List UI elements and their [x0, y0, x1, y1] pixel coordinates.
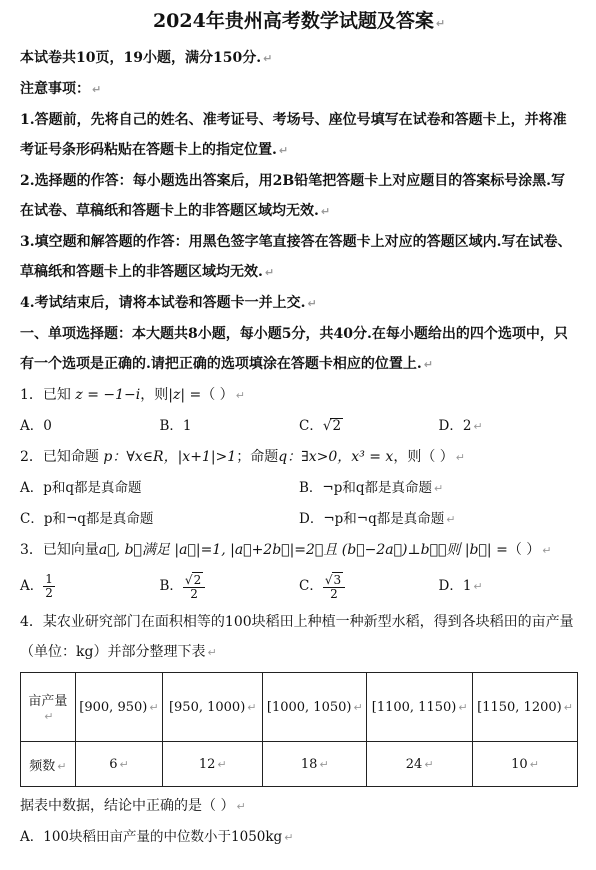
option-b-label: B． — [159, 578, 183, 594]
table-cell — [367, 673, 473, 742]
table-cell — [75, 673, 162, 742]
table-cell — [473, 742, 578, 787]
paragraph-mark: ↵ — [247, 700, 257, 714]
paragraph-mark: ↵ — [236, 800, 246, 813]
q2-prefix: 2．已知命题 — [20, 449, 99, 465]
q3-paren: （ ） — [507, 542, 541, 558]
cell-text: 24 — [405, 756, 423, 772]
option-a-text: A．100块稻田亩产量的中位数小于1050kg — [20, 829, 283, 845]
q4-after-table — [20, 791, 578, 822]
q4-after-text: 据表中数据，结论中正确的是（ ） — [20, 798, 235, 814]
intro-line — [20, 43, 578, 74]
denominator: 2 — [330, 587, 338, 601]
q1-options — [20, 411, 578, 442]
paragraph-mark: ↵ — [217, 757, 227, 771]
q2-options-row2 — [20, 504, 578, 535]
option-a-text: A．0 — [20, 418, 52, 434]
paragraph-mark: ↵ — [455, 451, 465, 464]
option-d-text: D．¬p和¬q都是真命题 — [299, 511, 445, 527]
option-b — [299, 473, 578, 504]
cell-text: 10 — [511, 756, 528, 772]
cell-text: [1000, 1050) — [266, 699, 352, 715]
option-a-label: A． — [20, 578, 44, 594]
cell-text: 频数 — [29, 758, 56, 774]
paragraph-mark: ↵ — [320, 205, 331, 218]
option-a-text: A．p和q都是真命题 — [20, 480, 142, 496]
notice-item — [20, 288, 578, 319]
paragraph-mark: ↵ — [263, 52, 273, 65]
paragraph-mark: ↵ — [446, 513, 456, 526]
paragraph-mark: ↵ — [529, 757, 539, 771]
table-cell — [263, 673, 367, 742]
table-row — [21, 673, 578, 742]
section-text: 一、单项选择题：本大题共8小题，每小题5分，共40分.在每小题给出的四个选项中，只有一个选项是正确的.请把正确的选项填涂在答题卡相应的位置上. — [20, 326, 568, 372]
intro-text: 本试卷共10页，19小题，满分150分. — [20, 50, 262, 66]
option-c-label: C． — [299, 578, 323, 594]
table-cell — [21, 742, 76, 787]
paragraph-mark: ↵ — [353, 700, 363, 714]
q2-suffix: ，则（ ） — [393, 449, 454, 465]
numerator: √2 — [183, 572, 205, 588]
notice-text: 4.考试结束后，请将本试卷和答题卡一并上交. — [20, 295, 306, 311]
paragraph-mark: ↵ — [434, 482, 444, 495]
paragraph-mark: ↵ — [119, 757, 129, 771]
option-b — [160, 566, 300, 607]
denominator: 2 — [190, 587, 198, 601]
notice-text: 1.答题前，先将自己的姓名、准考证号、考场号、座位号填写在试卷和答题卡上，并将准考证号条形码粘贴在答题卡上的指定位置. — [20, 112, 567, 158]
q3-options — [20, 566, 578, 607]
option-a — [20, 411, 160, 442]
q4-option-a — [20, 822, 578, 853]
cell-text: [1150, 1200) — [477, 699, 562, 715]
notice-text: 3.填空题和解答题的作答：用黑色签字笔直接答在答题卡上对应的答题区域内.写在试卷、草稿纸和答题卡上的非答题区域均无效. — [20, 234, 572, 280]
cell-text: 12 — [198, 756, 216, 772]
option-b — [160, 411, 300, 442]
radicand: 3 — [333, 573, 342, 587]
q2-options-row1 — [20, 473, 578, 504]
table-cell — [263, 742, 367, 787]
paragraph-mark: ↵ — [435, 17, 446, 30]
table-row — [21, 742, 578, 787]
table-cell — [367, 742, 473, 787]
cell-text: [950, 1000) — [168, 699, 246, 715]
q1-mid: ，则 — [140, 387, 169, 403]
numerator: √3 — [323, 572, 345, 588]
numerator: 1 — [45, 572, 53, 586]
option-c-text: C．p和¬q都是真命题 — [20, 511, 154, 527]
notice-heading-text: 注意事项： — [20, 81, 90, 97]
paragraph-mark: ↵ — [284, 831, 294, 844]
option-d-text: D．2 — [438, 418, 472, 434]
paragraph-mark: ↵ — [278, 144, 289, 157]
table-cell — [21, 673, 76, 742]
paragraph-mark: ↵ — [235, 389, 245, 402]
option-c-value: 2 — [332, 418, 342, 434]
option-c-label: C． — [299, 418, 323, 434]
q2-proposition-p: p：∀x∈R，|x+1|>1 — [103, 449, 237, 465]
table-cell — [473, 673, 578, 742]
page-title — [20, 8, 578, 37]
option-a — [20, 566, 160, 607]
option-d — [299, 504, 578, 535]
q1-equation: z = −1−i — [75, 387, 141, 403]
option-a — [20, 473, 299, 504]
paragraph-mark: ↵ — [149, 700, 159, 714]
paragraph-mark: ↵ — [92, 83, 102, 96]
cell-text: [1100, 1150) — [371, 699, 457, 715]
paragraph-mark: ↵ — [542, 544, 552, 557]
notice-item — [20, 105, 578, 166]
radicand: 2 — [193, 573, 202, 587]
cell-text: 亩产量 — [28, 694, 68, 709]
yield-frequency-table — [20, 672, 578, 787]
option-b-fraction — [183, 572, 205, 601]
q4-stem: 4．某农业研究部门在面积相等的100块稻田上种植一种新型水稻，得到各块稻田的亩产量（单位：kg）并部分整理下表 — [20, 614, 574, 660]
notice-item — [20, 166, 578, 227]
option-d — [439, 566, 579, 607]
question-1 — [20, 380, 578, 411]
option-c-fraction — [323, 572, 345, 601]
table-cell — [163, 673, 263, 742]
option-a-fraction — [43, 573, 55, 600]
paragraph-mark: ↵ — [458, 700, 468, 714]
paragraph-mark: ↵ — [473, 580, 483, 593]
option-c — [20, 504, 299, 535]
option-c — [299, 566, 439, 607]
q3-prefix: 3．已知向量 — [20, 542, 99, 558]
denominator: 2 — [45, 586, 53, 600]
paragraph-mark: ↵ — [423, 358, 433, 371]
paragraph-mark: ↵ — [264, 266, 275, 279]
option-b-text: B．¬p和q都是真命题 — [299, 480, 433, 496]
cell-text: [900, 950) — [79, 699, 148, 715]
question-4 — [20, 607, 578, 668]
q2-proposition-q: q：∃x>0，x³ = x — [278, 449, 394, 465]
q1-prefix: 1．已知 — [20, 387, 71, 403]
option-b-text: B．1 — [159, 418, 192, 434]
notice-heading — [20, 74, 578, 105]
section-heading — [20, 319, 578, 380]
q3-condition: 满足 |a⃗|=1, |a⃗+2b⃗|=2，且 (b⃗−2a⃗)⊥b⃗，则 |b⃗| = — [141, 542, 508, 558]
paragraph-mark: ↵ — [307, 297, 317, 310]
option-d — [439, 411, 579, 442]
cell-text: 6 — [109, 756, 118, 772]
notice-text: 2.选择题的作答：每小题选出答案后，用2B铅笔把答题卡上对应题目的答案标号涂黑.写在试卷、草稿纸和答题卡上的非答题区域均无效. — [20, 173, 566, 219]
paragraph-mark: ↵ — [424, 757, 434, 771]
table-cell — [75, 742, 162, 787]
q1-abs: |z| = — [168, 387, 202, 403]
paragraph-mark: ↵ — [207, 646, 217, 659]
question-3 — [20, 535, 578, 566]
title-text: 2024年贵州高考数学试题及答案 — [152, 10, 434, 32]
notice-item — [20, 227, 578, 288]
cell-text: 18 — [300, 756, 318, 772]
paragraph-mark: ↵ — [473, 420, 483, 433]
q3-vectors: a⃗, b⃗ — [98, 542, 142, 558]
q2-mid: ；命题 — [236, 449, 279, 465]
paragraph-mark: ↵ — [44, 710, 54, 723]
paragraph-mark: ↵ — [319, 757, 329, 771]
paragraph-mark: ↵ — [563, 700, 573, 714]
table-cell — [163, 742, 263, 787]
q1-paren: （ ） — [201, 387, 234, 403]
option-c: C．√2 — [299, 418, 342, 434]
paragraph-mark: ↵ — [57, 759, 67, 773]
question-2 — [20, 442, 578, 473]
option-d-text: D．1 — [438, 578, 472, 594]
